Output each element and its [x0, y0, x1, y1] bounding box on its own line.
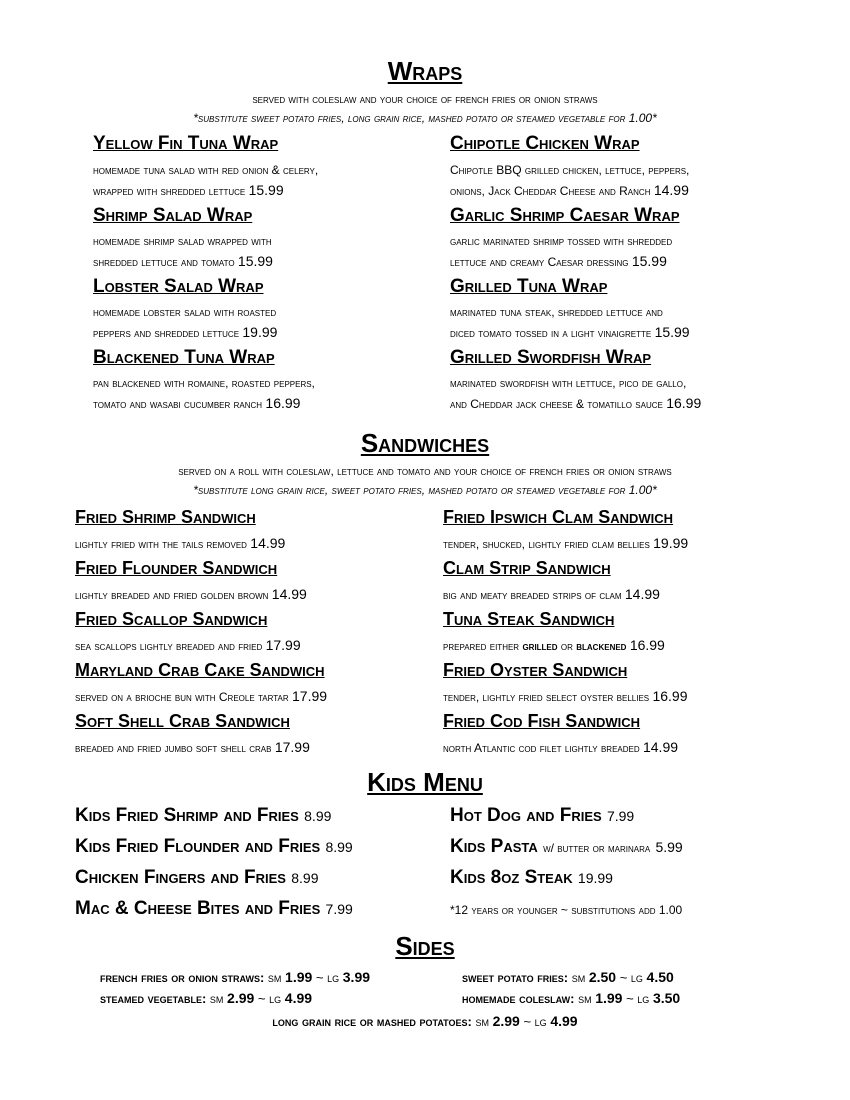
wrap-name: Yellow Fin Tuna Wrap — [93, 133, 279, 154]
sandwich-price: 17.99 — [274, 739, 310, 755]
sandwich-price: 14.99 — [624, 586, 660, 602]
kids-price: 7.99 — [325, 901, 353, 917]
sandwich-desc: north Atlantic cod filet lightly breaded 14.99 — [443, 739, 679, 755]
wrap-desc-2: shredded lettuce and tomato 15.99 — [93, 253, 273, 269]
kids-item: Kids Pasta w/ butter or marinara 5.99 — [450, 836, 683, 857]
sandwich-name: Fried Oyster Sandwich — [443, 660, 628, 680]
wrap-desc: garlic marinated shrimp tossed with shredded — [450, 234, 673, 248]
sandwich-price: 17.99 — [265, 637, 301, 653]
side-item: french fries or onion straws: sm 1.99 ~ lg 3.99 — [100, 969, 371, 985]
wrap-desc: Chipotle BBQ grilled chicken, lettuce, peppers, — [450, 163, 690, 177]
sandwich-price: 14.99 — [271, 586, 307, 602]
sandwich-name: Fried Cod Fish Sandwich — [443, 711, 641, 731]
sandwich-name: Fried Shrimp Sandwich — [75, 507, 256, 527]
side-item: homemade coleslaw: sm 1.99 ~ lg 3.50 — [462, 990, 681, 1006]
wrap-desc: pan blackened with romaine, roasted peppers, — [93, 376, 315, 390]
sandwich-price: 14.99 — [250, 535, 286, 551]
wraps-title: Wraps — [387, 56, 463, 86]
wrap-desc-2: onions, Jack Cheddar Cheese and Ranch 14.99 — [450, 182, 689, 198]
wrap-desc: homemade lobster salad with roasted — [93, 305, 277, 319]
kids-item-option: w/ butter or marinara — [543, 841, 651, 855]
sandwich-name: Maryland Crab Cake Sandwich — [75, 660, 325, 680]
wrap-price: 15.99 — [237, 253, 273, 269]
kids-item: Kids Fried Flounder and Fries 8.99 — [75, 836, 353, 857]
sandwich-desc: served on a brioche bun with Creole tartar 17.99 — [75, 688, 328, 704]
sandwich-desc: lightly breaded and fried golden brown 14.99 — [75, 586, 307, 602]
sandwich-desc: breaded and fried jumbo soft shell crab 17.99 — [75, 739, 310, 755]
sandwich-price: 16.99 — [652, 688, 688, 704]
wrap-name: Grilled Tuna Wrap — [450, 276, 608, 297]
wrap-desc-2: wrapped with shredded lettuce 15.99 — [93, 182, 284, 198]
wrap-name: Chipotle Chicken Wrap — [450, 133, 640, 154]
sandwich-desc: tender, shucked, lightly fried clam bellies 19.99 — [443, 535, 689, 551]
wraps-substitute-note: *substitute sweet potato fries, long grain rice, mashed potato or steamed vegetable for 1.00* — [193, 111, 657, 125]
sandwich-desc: prepared either grilled or blackened 16.99 — [443, 637, 665, 653]
kids-age-note: *12 years or younger ~ substitutions add 1.00 — [450, 903, 683, 917]
sandwich-desc: big and meaty breaded strips of clam 14.99 — [443, 586, 660, 602]
sandwich-price: 14.99 — [642, 739, 679, 755]
sides-title: Sides — [395, 931, 455, 961]
kids-item: Hot Dog and Fries 7.99 — [450, 805, 635, 826]
sandwich-name: Clam Strip Sandwich — [443, 558, 611, 578]
sandwich-desc: sea scallops lightly breaded and fried 17.99 — [75, 637, 301, 653]
side-item: long grain rice or mashed potatoes: sm 2.99 ~ lg 4.99 — [272, 1013, 578, 1029]
kids-item: Mac & Cheese Bites and Fries 7.99 — [75, 898, 353, 919]
wrap-price: 15.99 — [654, 324, 690, 340]
side-item: steamed vegetable: sm 2.99 ~ lg 4.99 — [100, 990, 313, 1006]
sandwiches-title: Sandwiches — [360, 428, 490, 458]
wrap-price: 19.99 — [242, 324, 278, 340]
sandwich-name: Fried Ipswich Clam Sandwich — [443, 507, 674, 527]
sandwich-desc: lightly fried with the tails removed 14.99 — [75, 535, 286, 551]
kids-item: Kids 8oz Steak 19.99 — [450, 867, 613, 888]
kids-price: 19.99 — [577, 870, 613, 886]
wrap-desc-2: lettuce and creamy Caesar dressing 15.99 — [450, 253, 667, 269]
wrap-name: Garlic Shrimp Caesar Wrap — [450, 205, 680, 226]
kids-price: 8.99 — [291, 870, 319, 886]
wrap-price: 14.99 — [653, 182, 689, 198]
sandwich-desc: tender, lightly fried select oyster bellies 16.99 — [443, 688, 688, 704]
wraps-note: served with coleslaw and your choice of french fries or onion straws — [252, 92, 598, 106]
wrap-desc-2: tomato and wasabi cucumber ranch 16.99 — [93, 395, 301, 411]
kids-price: 7.99 — [606, 808, 635, 824]
wrap-name: Lobster Salad Wrap — [93, 276, 264, 297]
kids-item: Kids Fried Shrimp and Fries 8.99 — [75, 805, 332, 826]
wrap-desc: marinated tuna steak, shredded lettuce and — [450, 305, 663, 319]
sandwich-name: Fried Flounder Sandwich — [75, 558, 278, 578]
kids-menu-title: Kids Menu — [367, 767, 483, 797]
kids-price: 5.99 — [655, 839, 683, 855]
wrap-desc-2: and Cheddar jack cheese & tomatillo sauce 16.99 — [450, 395, 702, 411]
sandwich-name: Tuna Steak Sandwich — [443, 609, 615, 629]
wrap-price: 15.99 — [248, 182, 284, 198]
wrap-desc-2: diced tomato tossed in a light vinaigrette 15.99 — [450, 324, 690, 340]
wrap-desc: homemade tuna salad with red onion & celery, — [93, 163, 319, 177]
sandwich-price: 19.99 — [653, 535, 689, 551]
sandwich-name: Fried Scallop Sandwich — [75, 609, 268, 629]
kids-price: 8.99 — [304, 808, 332, 824]
wrap-price: 16.99 — [265, 395, 301, 411]
kids-price: 8.99 — [325, 839, 353, 855]
sandwich-price: 16.99 — [629, 637, 665, 653]
wrap-price: 15.99 — [631, 253, 667, 269]
wrap-name: Grilled Swordfish Wrap — [450, 347, 652, 368]
wrap-price: 16.99 — [666, 395, 702, 411]
sandwich-name: Soft Shell Crab Sandwich — [75, 711, 290, 731]
kids-item: Chicken Fingers and Fries 8.99 — [75, 867, 319, 888]
wrap-desc: marinated swordfish with lettuce, pico de gallo, — [450, 376, 687, 390]
wrap-desc-2: peppers and shredded lettuce 19.99 — [93, 324, 278, 340]
sandwiches-substitute-note: *substitute long grain rice, sweet potato fries, mashed potato or steamed vegetable for 1.00* — [193, 483, 657, 497]
sandwich-price: 17.99 — [292, 688, 328, 704]
wrap-name: Blackened Tuna Wrap — [93, 347, 275, 368]
side-item: sweet potato fries: sm 2.50 ~ lg 4.50 — [462, 969, 674, 985]
sandwiches-note: served on a roll with coleslaw, lettuce and tomato and your choice of french fries or onion straws — [178, 464, 672, 478]
wrap-name: Shrimp Salad Wrap — [93, 205, 253, 226]
wrap-desc: homemade shrimp salad wrapped with — [93, 234, 272, 248]
